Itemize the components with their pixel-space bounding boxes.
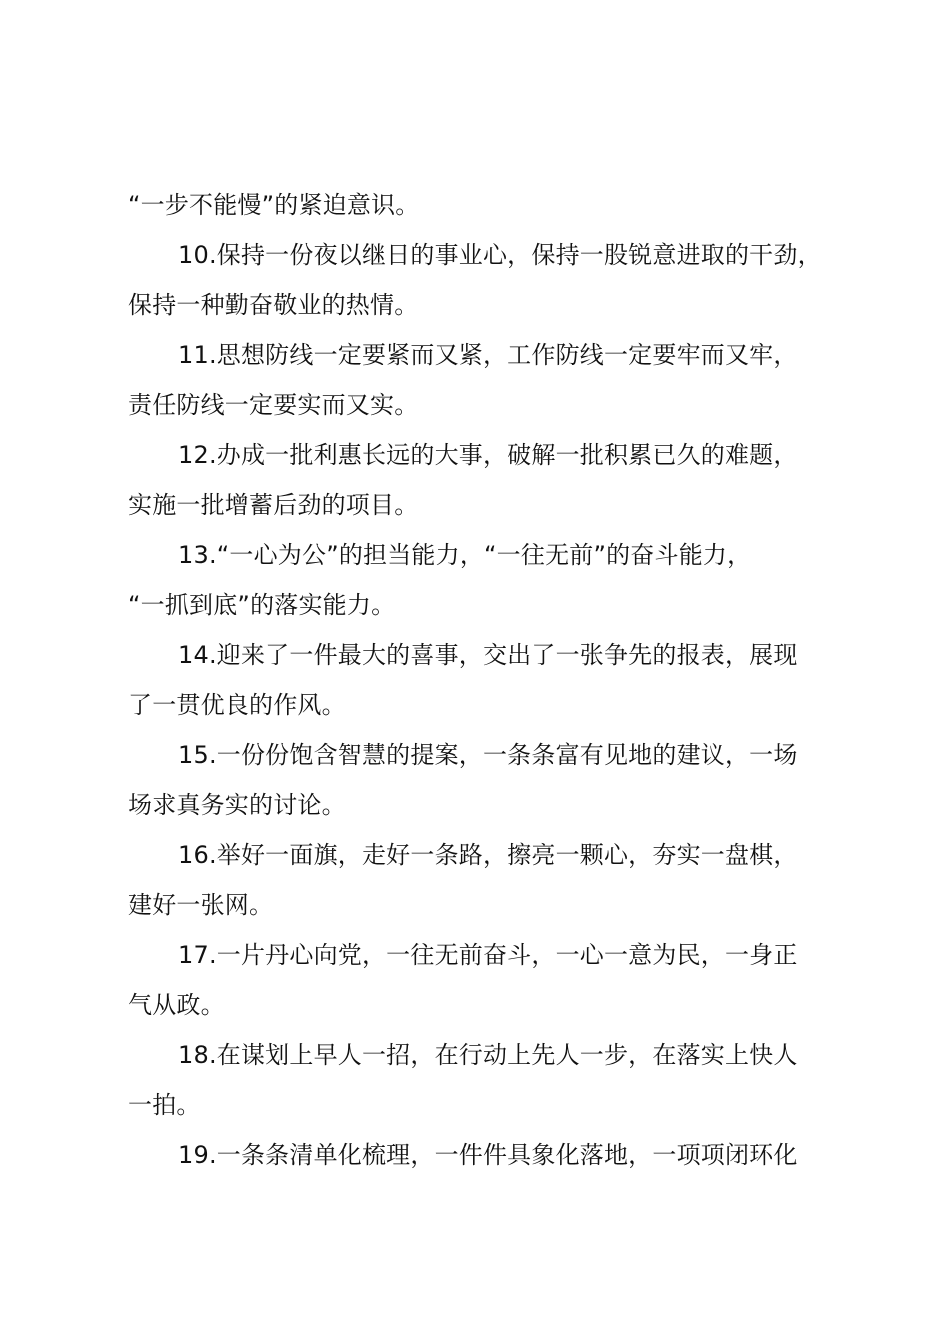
text-line: 11.思想防线一定要紧而又紧，工作防线一定要牢而又牢， — [178, 341, 798, 369]
text-line: 气从政。 — [128, 991, 225, 1019]
text-line: “一步不能慢”的紧迫意识。 — [128, 191, 420, 219]
text-line: 18.在谋划上早人一招，在行动上先人一步，在落实上快人 — [178, 1041, 798, 1069]
text-line: 实施一批增蓄后劲的项目。 — [128, 491, 419, 519]
text-line: 16.举好一面旗，走好一条路，擦亮一颗心，夯实一盘棋， — [178, 841, 798, 869]
text-line: 一拍。 — [128, 1091, 201, 1119]
text-line: 10.保持一份夜以继日的事业心，保持一股锐意进取的干劲， — [178, 241, 822, 269]
text-line: 12.办成一批利惠长远的大事，破解一批积累已久的难题， — [178, 441, 798, 469]
text-line: 建好一张网。 — [128, 891, 274, 919]
text-line: 了一贯优良的作风。 — [128, 691, 346, 719]
text-line: 13.“一心为公”的担当能力，“一往无前”的奋斗能力， — [178, 541, 752, 569]
text-line: 14.迎来了一件最大的喜事，交出了一张争先的报表，展现 — [178, 641, 798, 669]
text-line: 15.一份份饱含智慧的提案，一条条富有见地的建议，一场 — [178, 741, 798, 769]
text-line: 责任防线一定要实而又实。 — [128, 391, 419, 419]
text-line: “一抓到底”的落实能力。 — [128, 591, 396, 619]
text-line: 19.一条条清单化梳理，一件件具象化落地，一项项闭环化 — [178, 1141, 798, 1169]
text-line: 场求真务实的讨论。 — [128, 791, 346, 819]
text-line: 保持一种勤奋敬业的热情。 — [128, 291, 419, 319]
text-line: 17.一片丹心向党，一往无前奋斗，一心一意为民，一身正 — [178, 941, 798, 969]
